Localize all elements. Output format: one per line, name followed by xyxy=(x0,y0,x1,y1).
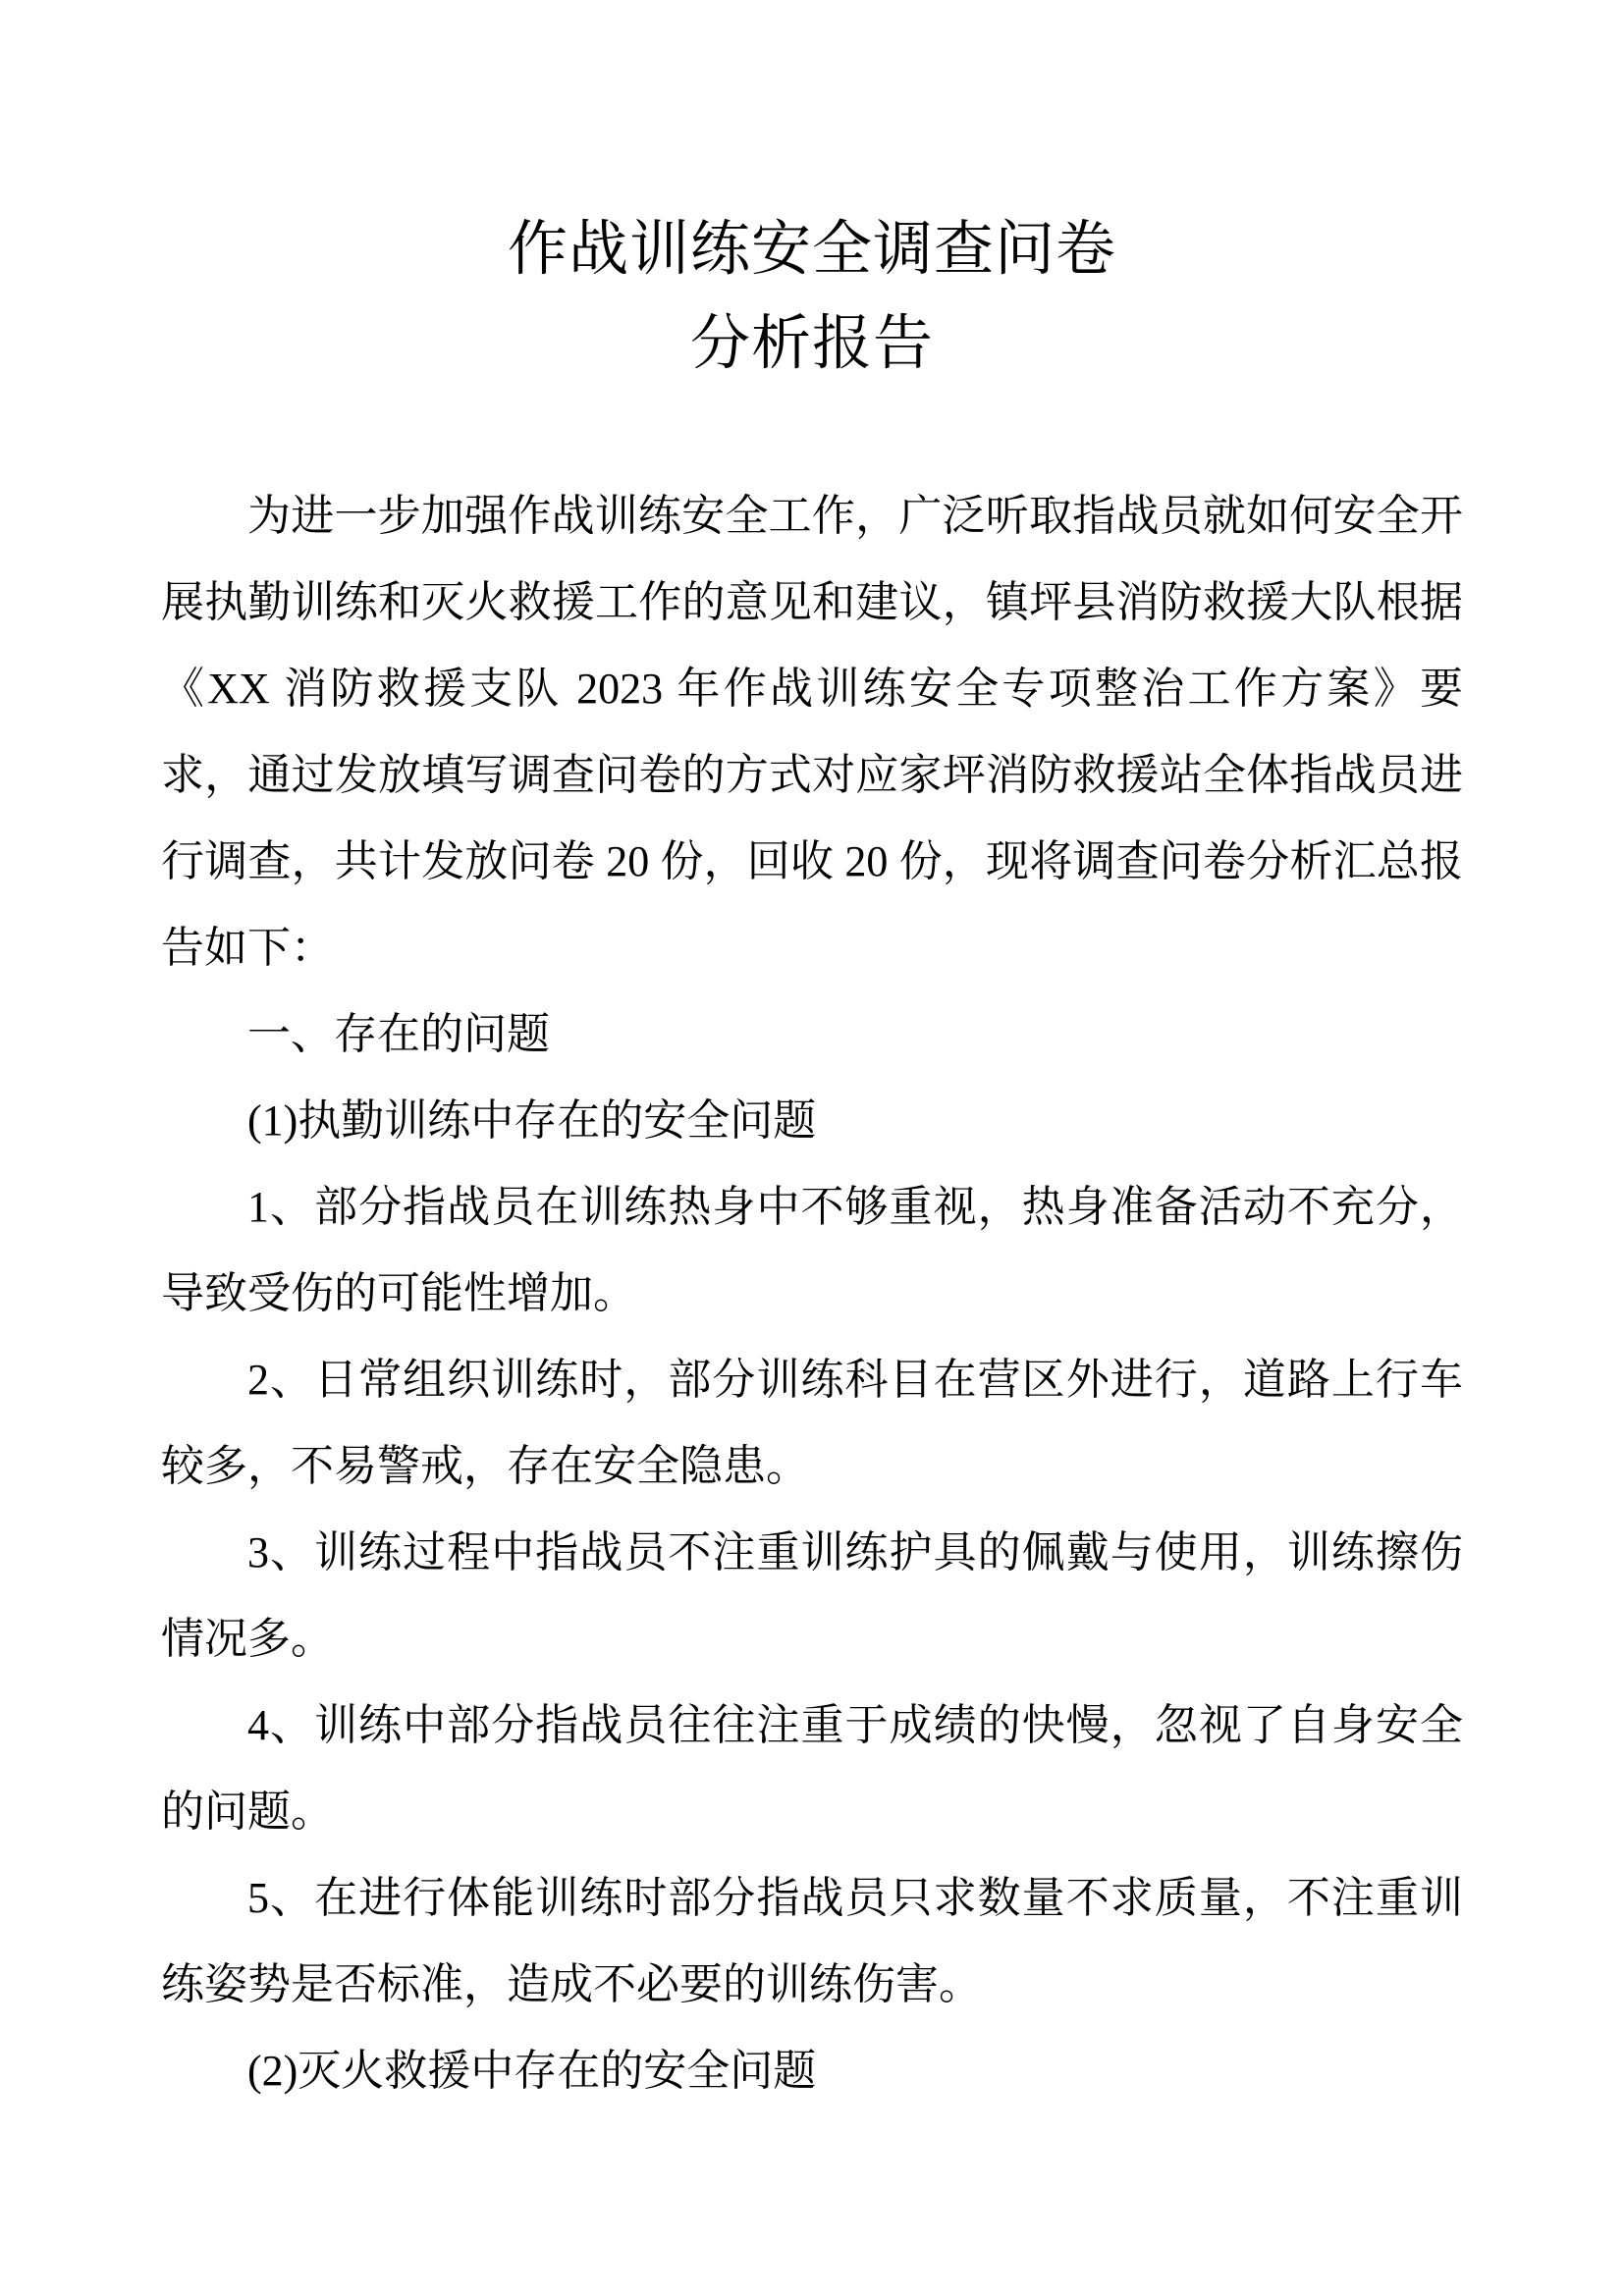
list-item-3: 3、训练过程中指战员不注重训练护具的佩戴与使用，训练擦伤情况多。 xyxy=(161,1528,1463,1663)
heading-section-1: 一、存在的问题 xyxy=(247,1010,550,1058)
document-title-line-2: 分析报告 xyxy=(689,309,934,376)
document-content xyxy=(161,0,1463,2114)
document-title-line-1: 作战训练安全调查问卷 xyxy=(507,215,1116,282)
paragraph-intro: 为进一步加强作战训练安全工作，广泛听取指战员就如何安全开展执勤训练和灭火救援工作的意见和建议，镇坪县消防救援大队根据《XX 消防救援支队 2023 年作战训练安全专项整治工作方案》要求，通过发放填写调查问卷的方式对应家坪消防救援站全体指战员进行调查，共计发放问卷 20 份，回收 20 份，现将调查问卷分析汇总报告如下： xyxy=(161,492,1463,972)
list-item-1: 1、部分指战员在训练热身中不够重视，热身准备活动不充分，导致受伤的可能性增加。 xyxy=(161,1183,1463,1317)
subheading-fire-rescue-issues: (2)灭火救援中存在的安全问题 xyxy=(247,2047,817,2095)
list-item-4: 4、训练中部分指战员往往注重于成绩的快慢，忽视了自身安全的问题。 xyxy=(161,1701,1463,1836)
list-item-5: 5、在进行体能训练时部分指战员只求数量不求质量，不注重训练姿势是否标准，造成不必要的训练伤害。 xyxy=(161,1874,1463,2008)
document-title xyxy=(161,201,1463,390)
subheading-duty-training-issues: (1)执勤训练中存在的安全问题 xyxy=(247,1096,817,1145)
document-body xyxy=(161,473,1463,2114)
list-item-2: 2、日常组织训练时，部分训练科目在营区外进行，道路上行车较多，不易警戒，存在安全隐患。 xyxy=(161,1356,1463,1490)
